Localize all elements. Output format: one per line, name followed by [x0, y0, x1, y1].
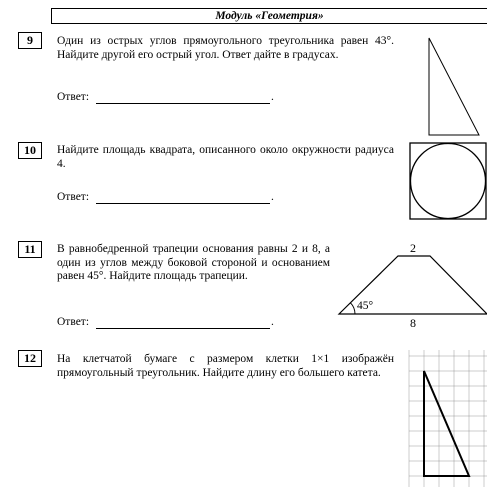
answer-label-9: Ответ: [57, 91, 90, 103]
task-number-12: 12 [18, 350, 42, 367]
answer-dot-9: . [271, 91, 274, 103]
task-text-12: На клетчатой бумаге с размером клетки 1×1 изображён прямоугольный треугольник. Найдите длину его большего катета. [57, 353, 394, 379]
right-triangle-figure [429, 38, 479, 135]
module-header: Модуль «Геометрия» [51, 8, 487, 24]
top-base-label: 2 [410, 241, 416, 255]
answer-dot-10: . [271, 191, 274, 203]
bottom-base-label: 8 [410, 316, 416, 330]
task-number-10: 10 [18, 142, 42, 159]
task-number-11: 11 [18, 241, 42, 258]
grid-paper [409, 350, 487, 487]
task-text-10: Найдите площадь квадрата, описанного около окружности радиуса 4. [57, 144, 394, 170]
answer-label-10: Ответ: [57, 191, 90, 203]
inscribed-circle-figure [411, 144, 486, 219]
task-text-9: Один из острых углов прямоугольного треугольника равен 43°. Найдите другой его острый угол. Ответ дайте в градусах. [57, 35, 394, 61]
answer-label-11: Ответ: [57, 316, 90, 328]
task-text-11: В равнобедренной трапеции основания равны 2 и 8, а один из углов между боковой стороной и основанием равен 45°. Найдите площадь трапеции. [57, 243, 330, 282]
task-number-9: 9 [18, 32, 42, 49]
answer-dot-11: . [271, 316, 274, 328]
angle-arc-mark [350, 303, 355, 314]
angle-label: 45° [357, 300, 374, 312]
grid-triangle-figure [424, 371, 469, 476]
